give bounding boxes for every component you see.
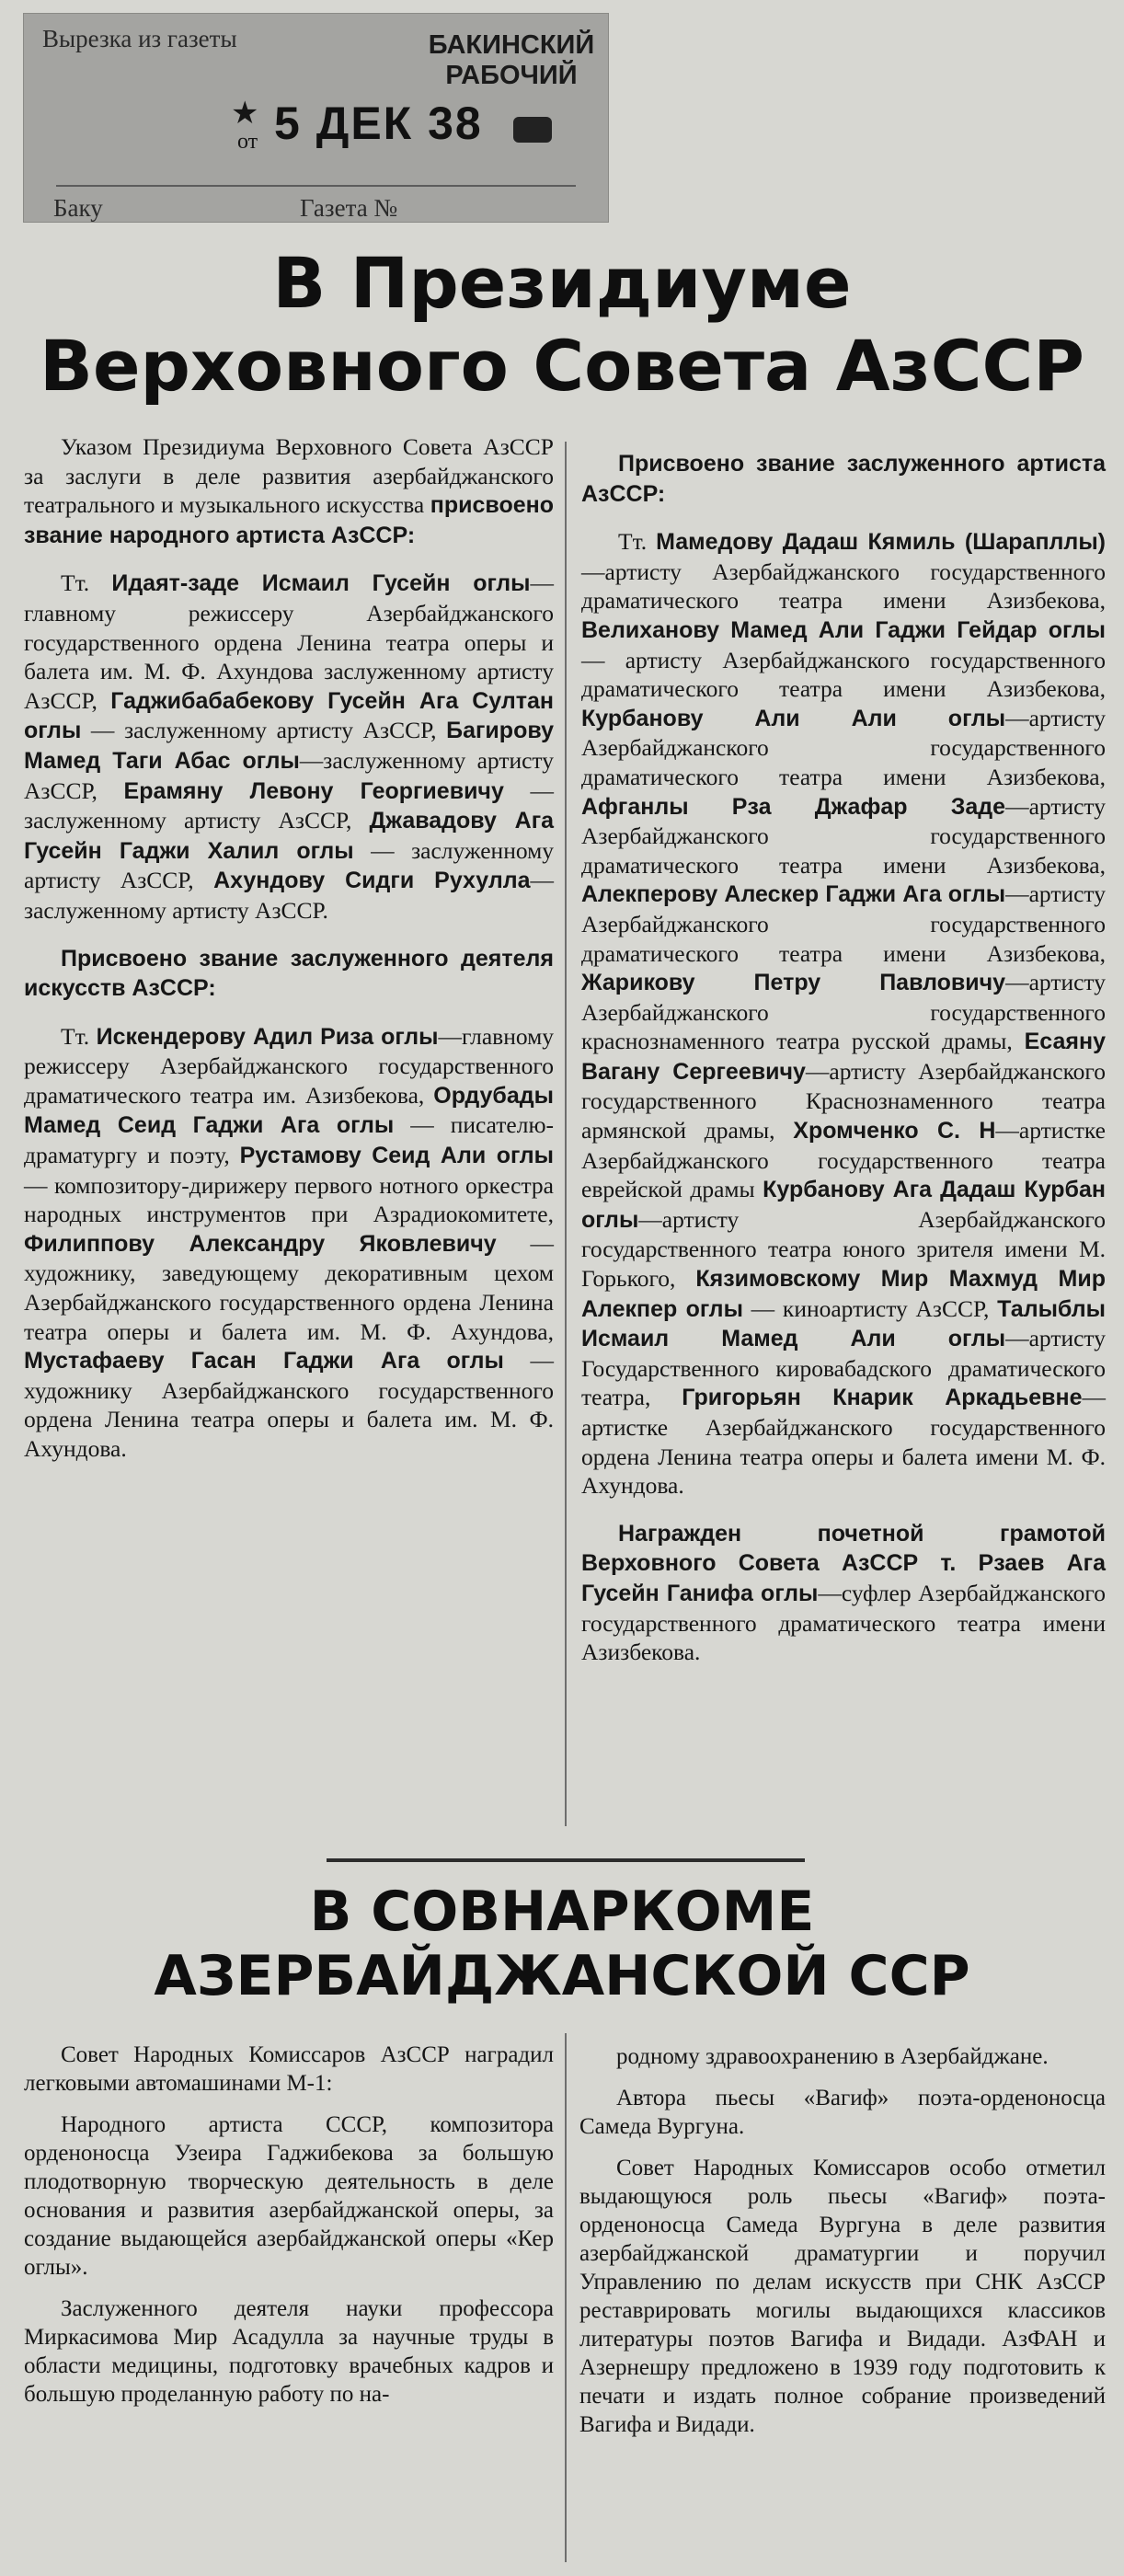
paragraph-text: Тт.: [618, 528, 657, 556]
paragraph-text: — композитору-дирижеру первого нотного оркестра народных инструментов при Азрадиокомитете,: [24, 1171, 554, 1228]
person-name: Курбанову Али Али оглы: [581, 705, 1006, 731]
person-name: Джавадову Ага Гусейн Гаджи Халил оглы: [24, 808, 555, 864]
star-icon: ★: [231, 97, 259, 131]
paragraph-text: —артисту Азербайджанского государственного драматического театра имени Азизбекова,: [581, 880, 1106, 967]
publication-line-2: РАБОЧИЙ: [445, 61, 578, 90]
paragraph-text: —артисту Азербайджанского государственного драматического театра имени Азизбекова,: [581, 792, 1106, 879]
paragraph-text: —артистке Азербайджанского государственного ордена Ленина театра оперы и балета имени М. Ф. Ахундова.: [581, 1384, 1106, 1500]
ink-blot: [513, 117, 552, 143]
paragraph-text: —артисту Государственного кировабадского драматического театра,: [581, 1325, 1106, 1411]
person-name: Курбанову Ага Дадаш Курбан оглы: [581, 1177, 1106, 1233]
person-name: Искендерову Адил Риза оглы: [96, 1023, 439, 1050]
paragraph-text: — художнику Азербайджанского государственного ордена Ленина театра оперы и балета им. М. Ф. Ахундова.: [24, 1347, 555, 1462]
article2-right-paragraph: Совет Народных Комиссаров особо отметил выдающуюся роль пьесы «Вагиф» поэта-орденоносца Самеда Вургуна в деле развития азербайджанской драматургии и поручил Управлению по делам искусств при СНК АзССР реставрировать могилы выдающихся классиков литературы поэтов Вагифа и Видади. АзФАН и Азернешру предложено в 1939 году подготовить к печати и издать полное собрание произведений Вагифа и Видади.: [579, 2156, 1106, 2437]
clipping-label: [23, 13, 609, 223]
paragraph-text: Тт.: [61, 1022, 97, 1050]
award-heading: Присвоено звание заслуженного деятеля искусств АзССР:: [24, 945, 554, 1002]
article1-right-paragraph: [581, 527, 1106, 1501]
person-name: Григорьян Кнарик Аркадьевне: [682, 1385, 1083, 1411]
article1-left-paragraph: [24, 1022, 554, 1464]
article2-right-paragraph: Автора пьесы «Вагиф» поэта-орденоносца Самеда Вургуна.: [579, 2086, 1106, 2139]
person-name: Мустафаеву Гасан Гаджи Ага оглы: [24, 1348, 504, 1374]
person-name: Талыблы Исмаил Мамед Али оглы: [581, 1295, 1106, 1352]
person-name: Идаят-заде Исмаил Гусейн оглы: [111, 570, 531, 597]
paragraph-text: —главному режиссеру Азербайджанского государственного ордена Ленина театра оперы и балета им. М. Ф. Ахундова заслуженному артисту АзССР,: [24, 569, 554, 714]
paragraph-text: —артистке Азербайджанского государственного театра еврейской драмы: [581, 1117, 1106, 1203]
paragraph-text: —главному режиссеру Азербайджанского государственного драматического театра им. Азизбекова,: [24, 1022, 554, 1109]
paragraph-text: —артисту Азербайджанского государственного Краснознаменного театра армянской драмы,: [581, 1057, 1106, 1144]
clip-source-label: Вырезка из газеты: [42, 25, 237, 52]
article2-title-line2: АЗЕРБАЙДЖАНСКОЙ ССР: [154, 1944, 970, 2008]
person-name: Алекперову Алескер Гаджи Ага оглы: [581, 881, 1006, 908]
person-name: Багирову Мамед Таги Абас оглы: [24, 718, 554, 774]
article1-left-paragraph: [24, 944, 554, 1004]
person-name: Филиппову Александру Яковлевичу: [24, 1230, 497, 1257]
paragraph-text: —артисту Азербайджанского государственного театра юного зрителя имени М. Горького,: [581, 1205, 1106, 1293]
paragraph-text: —артисту Азербайджанского государственного краснознаменного театра русской драмы,: [581, 969, 1106, 1055]
article1-column-right: [581, 449, 1106, 1685]
paragraph-text: Указом Президиума Верховного Совета АзССР за заслуги в деле развития азербайджанского театрального и музыкального искусства: [24, 433, 554, 519]
person-name: Жарикову Петру Павловичу: [581, 970, 1006, 996]
award-heading: Присвоено звание заслуженного артиста АзССР:: [581, 451, 1106, 507]
person-name: Афганлы Рза Джафар Заде: [581, 793, 1006, 820]
article2-left-paragraph: Совет Народных Комиссаров АзССР наградил легковыми автомашинами М-1:: [24, 2042, 554, 2096]
paragraph-text: —заслуженному артисту АзССР,: [24, 746, 554, 804]
person-name: Мамедову Дадаш Кямиль (Шарапллы): [656, 529, 1106, 556]
article1-left-paragraph: [24, 569, 554, 925]
date-prefix: от: [237, 130, 258, 154]
article2-column-right: [579, 2042, 1106, 2452]
paragraph-text: —артисту Азербайджанского государственного драматического театра имени Азизбекова,: [581, 704, 1106, 790]
article2-column-left: [24, 2041, 554, 2421]
paragraph-text: —суфлер Азербайджанского государственного драматического театра имени Азизбекова.: [581, 1579, 1106, 1666]
person-name: Есаяну Вагану Сергеевичу: [581, 1029, 1106, 1085]
person-name: Рустамову Сеид Али оглы: [239, 1143, 554, 1169]
paragraph-text: — художнику, заведующему декоративным цехом Азербайджанского государственного ордена Ленина театра оперы и балета им. М. Ф. Ахундова,: [24, 1229, 554, 1345]
paragraph-text: Тт.: [61, 569, 112, 597]
article2-title-line1: В СОВНАРКОМЕ: [309, 1880, 815, 1944]
paragraph-text: — писателю-драматургу и поэту,: [24, 1111, 555, 1169]
article1-column-left: [24, 432, 554, 1482]
person-name: Велиханову Мамед Али Гаджи Гейдар оглы: [581, 616, 1106, 643]
date-stamp: 5 ДЕК 38: [274, 98, 483, 149]
article2-left-paragraph: Заслуженного деятеля науки профессора Миркасимова Мир Асадулла за научные труды в области медицины, подготовку врачебных кадров и большую проделанную работу по на-: [24, 2296, 554, 2407]
article2-left-paragraph: Народного артиста СССР, композитора орденоносца Узеира Гаджибекова за большую плодотворную творческую деятельность в деле основания и развития азербайджанской оперы, за создание выдающейся азербайджанской оперы «Кер оглы».: [24, 2112, 554, 2280]
article1-title-line2: Верховного Совета АзССР: [40, 325, 1084, 407]
award-heading: присвоено звание народного артиста АзССР:: [24, 492, 554, 548]
person-name: Ордубады Мамед Сеид Гаджи Ага оглы: [24, 1082, 554, 1139]
article1-title-line1: В Президиуме: [272, 242, 852, 324]
article-separator: [327, 1858, 805, 1862]
person-name: Хромченко С. Н: [793, 1118, 996, 1144]
newspaper-number-label: Газета №: [300, 194, 398, 222]
paragraph-text: —заслуженному артисту АзССР.: [24, 867, 554, 924]
column-divider-2: [565, 2033, 567, 2562]
article1-right-paragraph: [581, 449, 1106, 509]
article1-left-paragraph: [24, 432, 554, 550]
paragraph-text: — заслуженному артисту АзССР,: [81, 717, 447, 744]
person-name: Награжден почетной грамотой Верховного Совета АзССР т. Рзаев Ага Гусейн Ганифа оглы: [581, 1520, 1106, 1606]
article2-right-paragraph: родному здравоохранению в Азербайджане.: [616, 2044, 1049, 2069]
paragraph-text: —артисту Азербайджанского государственного драматического театра имени Азизбекова,: [581, 558, 1106, 615]
paragraph-text: — заслуженному артисту АзССР,: [24, 776, 555, 834]
publication-name: [419, 30, 603, 91]
person-name: Ахундову Сидги Рухулла: [213, 868, 531, 894]
paragraph-text: — киноартисту АзССР,: [742, 1294, 998, 1322]
paragraph-text: — заслуженному артисту АзССР,: [24, 836, 554, 894]
publication-line-1: БАКИНСКИЙ: [428, 30, 595, 60]
person-name: Гаджибабабекову Гусейн Ага Султан оглы: [24, 687, 555, 744]
article1-right-paragraph: [581, 1519, 1106, 1667]
label-rule: [56, 185, 576, 187]
paragraph-text: — артисту Азербайджанского государственного драматического театра имени Азизбекова,: [581, 646, 1106, 703]
person-name: Кязимовскому Мир Махмуд Мир Алекпер оглы: [581, 1266, 1106, 1322]
city-label: Баку: [53, 194, 103, 222]
person-name: Ерамяну Левону Георгиевичу: [123, 777, 504, 804]
column-divider: [565, 442, 567, 1826]
